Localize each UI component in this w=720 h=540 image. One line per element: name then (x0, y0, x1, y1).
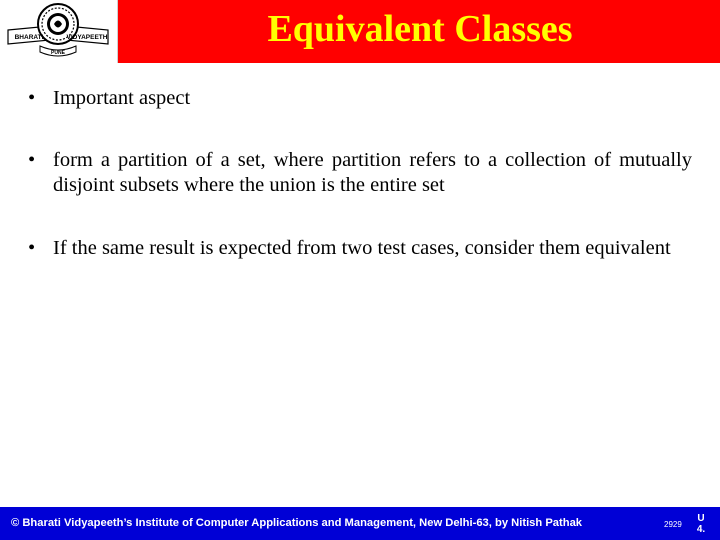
svg-text:BHARATI: BHARATI (14, 34, 44, 41)
header-bar (0, 0, 720, 63)
footer-copyright: © Bharati Vidyapeeth’s Institute of Computer Applications and Management, New Delhi-63, by Nitish Pathak (11, 517, 583, 529)
svg-text:PUNE: PUNE (51, 50, 65, 56)
bullet-marker: • (28, 87, 36, 109)
bullet-text: Important aspect (53, 87, 191, 109)
logo-emblem-icon (0, 0, 117, 63)
slide-title: Equivalent Classes (267, 8, 573, 50)
footer-bar (0, 507, 720, 540)
svg-text:VIDYAPEETH: VIDYAPEETH (66, 34, 108, 41)
institute-logo (0, 0, 118, 63)
bullet-item (28, 86, 692, 111)
bullet-text: form a partition of a set, where partition refers to a collection of mutually disjoint subsets where the union is the entire set (53, 149, 692, 196)
bullet-text: If the same result is expected from two test cases, consider them equivalent (53, 237, 671, 259)
page-number: 2929 (664, 520, 682, 529)
bullet-item (28, 236, 692, 261)
bullet-item (28, 148, 692, 198)
bullet-marker: • (28, 149, 36, 171)
slide-reference: U 4. (696, 513, 706, 535)
bullet-marker: • (28, 237, 36, 259)
